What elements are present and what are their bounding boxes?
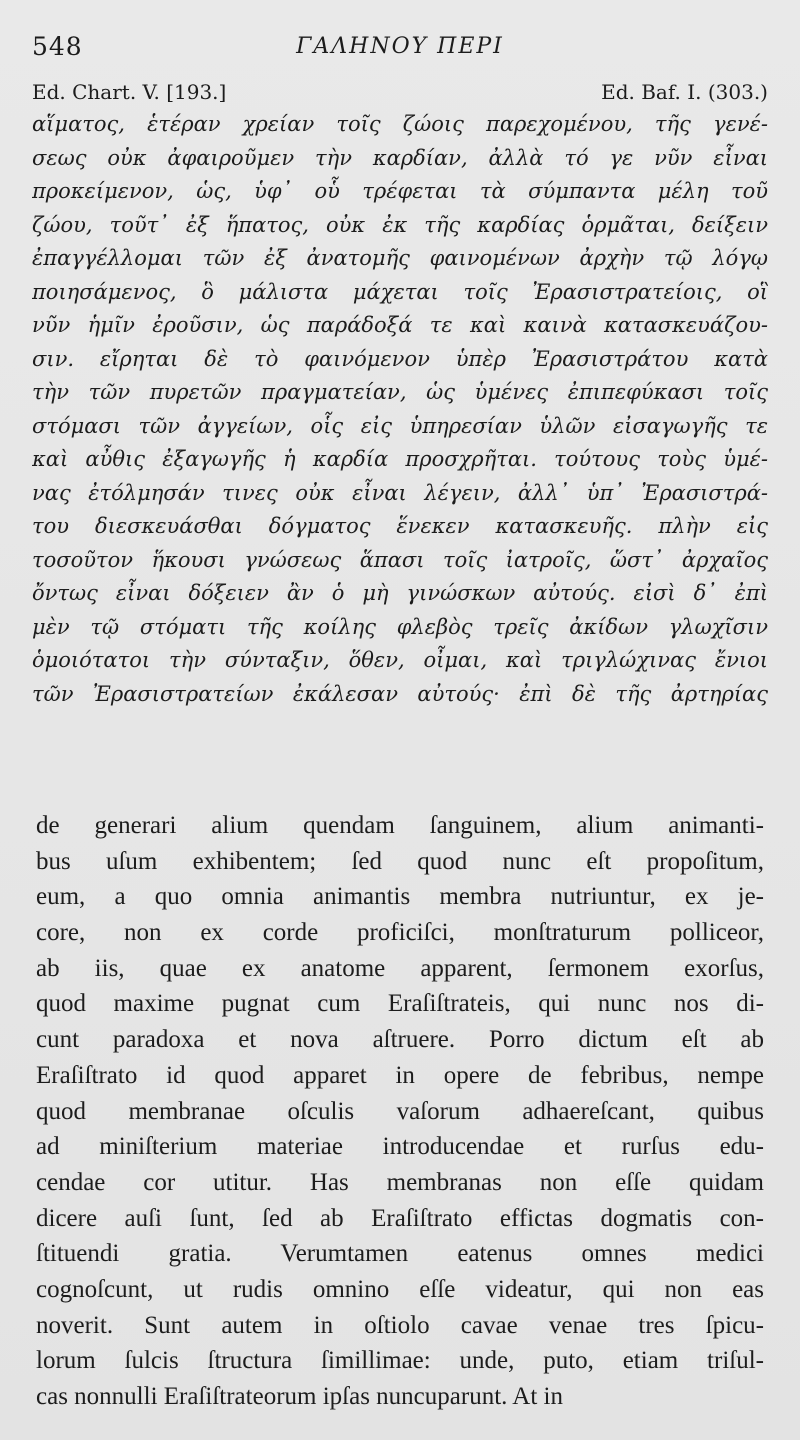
latin-text-line: ſtituendi gratia. Verumtamen eatenus omnes medici	[36, 1240, 764, 1268]
edition-references	[32, 80, 768, 110]
greek-text-line: μὲν τῷ στόματι τῆς κοίλης φλεβὸς τρεῖς ἀκίδων γλωχῖσιν	[32, 614, 768, 639]
greek-text-line: ἐπαγγέλλομαι τῶν ἐξ ἀνατομῆς φαινομένων ἀρχὴν τῷ λόγῳ	[32, 246, 768, 270]
greek-text-line: ζώου, τοῦτ᾽ ἐξ ἥπατος, οὐκ ἐκ τῆς καρδίας ὁρμᾶται, δείξειν	[32, 212, 768, 237]
greek-text-line: στόμασι τῶν ἀγγείων, οἷς εἰς ὑπηρεσίαν ὑλῶν εἰσαγωγῆς τε	[32, 413, 768, 438]
latin-text-line: bus uſum exhibentem; ſed quod nunc eſt propoſitum,	[36, 847, 764, 875]
edition-reference-chartier: Ed. Chart. V. [193.]	[32, 80, 227, 104]
latin-text-line: eum, a quo omnia animantis membra nutriuntur, ex je-	[36, 883, 764, 911]
page-header	[32, 30, 768, 70]
edition-reference-basel: Ed. Baf. I. (303.)	[601, 80, 768, 104]
greek-text-line: νας ἐτόλμησάν τινες οὐκ εἶναι λέγειν, ἀλλ᾽ ὑπ᾽ Ἐρασιστρά-	[32, 480, 768, 505]
latin-text-line: quod membranae oſculis vaſorum adhaereſcant, quibus	[36, 1097, 764, 1125]
latin-text-block	[36, 808, 764, 1415]
greek-text-line: τῶν Ἐρασιστρατείων ἐκάλεσαν αὐτούς· ἐπὶ δὲ τῆς ἀρτηρίας	[32, 681, 768, 706]
latin-text-line: Eraſiſtrato id quod apparet in opere de febribus, nempe	[36, 1061, 764, 1089]
latin-text-line: ad miniſterium materiae introducendae et rurſus edu-	[36, 1133, 764, 1161]
greek-text-line: τοσοῦτον ἥκουσι γνώσεως ἅπασι τοῖς ἰατροῖς, ὥστ᾽ ἀρχαῖος	[32, 547, 768, 572]
latin-text-line: lorum ſulcis ſtructura ſimillimae: unde, puto, etiam triſul-	[36, 1347, 764, 1375]
latin-text-line: cunt paradoxa et nova aſtruere. Porro dictum eſt ab	[36, 1026, 764, 1054]
latin-text-line: de generari alium quendam ſanguinem, alium animanti-	[36, 812, 764, 839]
greek-text-block	[32, 108, 768, 711]
latin-text-line: cendae cor utitur. Has membranas non eſſe quidam	[36, 1168, 764, 1196]
greek-text-line: σεως οὐκ ἀφαιροῦμεν τὴν καρδίαν, ἀλλὰ τό γε νῦν εἶναι	[32, 145, 768, 170]
latin-text-line: core, non ex corde proficiſci, monſtraturum polliceor,	[36, 919, 764, 947]
latin-text-line: dicere auſi ſunt, ſed ab Eraſiſtrato effictas dogmatis con-	[36, 1204, 764, 1232]
greek-text-line: αἵματος, ἑτέραν χρείαν τοῖς ζώοις παρεχομένου, τῆς γενέ-	[32, 112, 768, 136]
greek-text-line: ὄντως εἶναι δόξειεν ἂν ὁ μὴ γινώσκων αὐτούς. εἰσὶ δ᾽ ἐπὶ	[32, 581, 768, 605]
page-number: 548	[32, 32, 83, 61]
greek-text-line: σιν. εἴρηται δὲ τὸ φαινόμενον ὑπὲρ Ἐρασιστράτου κατὰ	[32, 346, 768, 371]
latin-text-line: noverit. Sunt autem in oſtiolo cavae venae tres ſpicu-	[36, 1311, 764, 1339]
greek-text-line: καὶ αὖθις ἐξαγωγῆς ἡ καρδία προσχρῆται. τούτους τοὺς ὑμέ-	[32, 447, 768, 471]
greek-text-line: νῦν ἡμῖν ἐροῦσιν, ὡς παράδοξά τε καὶ καινὰ κατασκευάζου-	[32, 313, 768, 337]
running-title: ΓΑΛΗΝΟΥ ΠΕΡΙ	[296, 34, 504, 59]
latin-text-line: quod maxime pugnat cum Eraſiſtrateis, qui nunc nos di-	[36, 990, 764, 1018]
greek-text-line: προκείμενον, ὡς, ὑφ᾽ οὗ τρέφεται τὰ σύμπαντα μέλη τοῦ	[32, 179, 768, 203]
greek-text-line: ὁμοιότατοι τὴν σύνταξιν, ὅθεν, οἶμαι, καὶ τριγλώχινας ἔνιοι	[32, 648, 768, 672]
greek-text-line: του διεσκευάσθαι δόγματος ἕνεκεν κατασκευῆς. πλὴν εἰς	[32, 514, 768, 538]
greek-text-line: ποιησάμενος, ὃ μάλιστα μάχεται τοῖς Ἐρασιστρατείοις, οἳ	[32, 279, 768, 304]
latin-text-line: ab iis, quae ex anatome apparent, ſermonem exorſus,	[36, 954, 764, 982]
latin-text-line: cognoſcunt, ut rudis omnino eſſe videatur, qui non eas	[36, 1275, 764, 1303]
latin-text-line: cas nonnulli Eraſiſtrateorum ipſas nuncuparunt. At in	[36, 1383, 563, 1410]
greek-text-line: τὴν τῶν πυρετῶν πραγματείαν, ὡς ὑμένες ἐπιπεφύκασι τοῖς	[32, 380, 768, 404]
